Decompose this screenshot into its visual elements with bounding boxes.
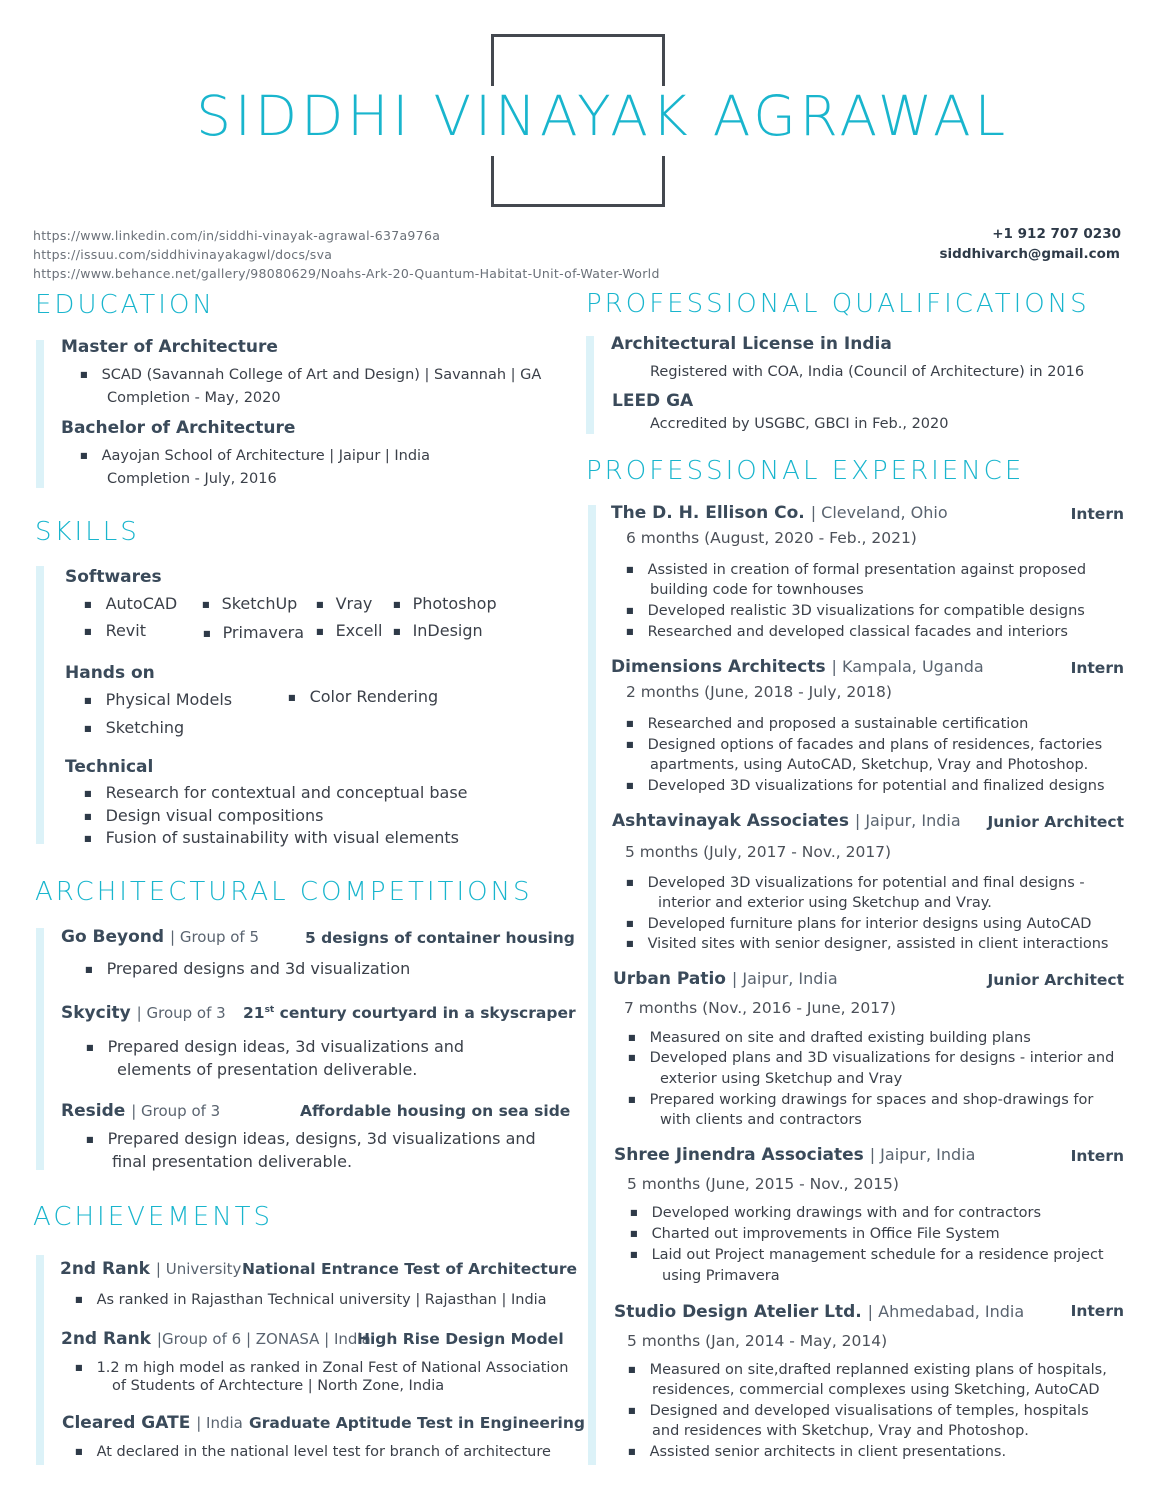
master-degree: Master of Architecture [61, 337, 278, 357]
competition-detail-cont: elements of presentation deliverable. [117, 1060, 418, 1079]
job-role: Intern [1070, 1147, 1124, 1165]
job-role: Intern [1070, 505, 1124, 523]
master-school: ■ SCAD (Savannah College of Art and Design) | Savannah | GA [80, 367, 541, 383]
achievement-event: High Rise Design Model [357, 1330, 564, 1348]
skill-vray: ■ Vray [316, 594, 372, 613]
license-detail: Registered with COA, India (Council of Architecture) in 2016 [650, 364, 1085, 380]
job-company: Shree Jinendra Associates | Jaipur, India [614, 1145, 976, 1165]
achievement-detail: ■ 1.2 m high model as ranked in Zonal Fest of National Association [75, 1360, 569, 1376]
skill-autocad: ■ AutoCAD [84, 594, 177, 613]
skills-heading: SKILLS [35, 517, 140, 547]
skills-bar [36, 566, 44, 844]
job-role: Intern [1070, 1302, 1124, 1320]
job-bullet: ■ Measured on site and drafted existing building plans [628, 1030, 1031, 1046]
job-company: Studio Design Atelier Ltd. | Ahmedabad, India [614, 1302, 1025, 1322]
job-bullet-cont: interior and exterior using Sketchup and Vray. [658, 895, 992, 911]
competition-name: Go Beyond | Group of 5 [61, 927, 260, 947]
technical-label: Technical [65, 757, 154, 777]
license-title: Architectural License in India [611, 334, 892, 354]
achievement-rank: 2nd Rank | University [60, 1259, 242, 1279]
skill-primavera: ■ Primavera [203, 623, 304, 642]
job-bullet-cont: using Primavera [662, 1268, 780, 1284]
bachelor-completion: Completion - July, 2016 [107, 471, 277, 487]
qualifications-bar [586, 336, 594, 434]
achievement-detail: ■ At declared in the national level test for branch of architecture [75, 1444, 551, 1460]
job-duration: 7 months (Nov., 2016 - June, 2017) [624, 999, 896, 1017]
competition-topic: Affordable housing on sea side [300, 1102, 571, 1120]
technical-item-2: ■ Design visual compositions [84, 806, 324, 825]
job-bullet: ■ Researched and proposed a sustainable certification [626, 716, 1028, 732]
technical-item-1: ■ Research for contextual and conceptual base [84, 783, 468, 802]
job-duration: 5 months (July, 2017 - Nov., 2017) [625, 843, 892, 861]
job-bullet-cont: apartments, using AutoCAD, Sketchup, Vray and Photoshop. [650, 757, 1089, 773]
skill-excell: ■ Excell [316, 621, 382, 640]
job-bullet: ■ Developed working drawings with and for contractors [630, 1205, 1041, 1221]
job-role: Junior Architect [987, 813, 1124, 831]
job-duration: 5 months (Jan, 2014 - May, 2014) [627, 1332, 888, 1350]
competition-detail: ■ Prepared design ideas, designs, 3d visualizations and [86, 1129, 536, 1148]
competition-name: Skycity | Group of 3 [61, 1003, 226, 1023]
skill-sketchup: ■ SketchUp [202, 594, 297, 613]
job-bullet-cont: building code for townhouses [650, 582, 864, 598]
hands-on-label: Hands on [65, 663, 155, 683]
job-duration: 6 months (August, 2020 - Feb., 2021) [626, 529, 917, 547]
job-bullet: ■ Assisted in creation of formal presentation against proposed [626, 562, 1086, 578]
bachelor-school: ■ Aayojan School of Architecture | Jaipur | India [80, 448, 430, 464]
skill-color-rendering: ■ Color Rendering [288, 687, 438, 706]
master-completion: Completion - May, 2020 [107, 390, 281, 406]
job-bullet-cont: with clients and contractors [660, 1112, 862, 1128]
job-bullet-cont: and residences with Sketchup, Vray and Photoshop. [652, 1423, 1029, 1439]
achievement-rank: 2nd Rank |Group of 6 | ZONASA | India [61, 1329, 371, 1349]
email-address[interactable]: siddhivarch@gmail.com [939, 246, 1120, 262]
job-bullet: ■ Assisted senior architects in client presentations. [628, 1444, 1006, 1460]
issuu-link[interactable]: https://issuu.com/siddhivinayakagwl/docs/sva [33, 247, 333, 262]
competition-topic: 21st century courtyard in a skyscraper [243, 1004, 576, 1022]
skill-physical-models: ■ Physical Models [84, 690, 232, 709]
job-company: The D. H. Ellison Co. | Cleveland, Ohio [611, 503, 948, 523]
job-bullet: ■ Developed furniture plans for interior designs using AutoCAD [626, 916, 1091, 932]
job-bullet: ■ Charted out improvements in Office File System [630, 1226, 1000, 1242]
achievement-event: Graduate Aptitude Test in Engineering [249, 1414, 585, 1432]
job-bullet: ■ Developed 3D visualizations for potential and final designs - [626, 875, 1085, 891]
job-role: Intern [1070, 659, 1124, 677]
behance-link[interactable]: https://www.behance.net/gallery/98080629/Noahs-Ark-20-Quantum-Habitat-Unit-of-Water-World [33, 266, 660, 281]
linkedin-link[interactable]: https://www.linkedin.com/in/siddhi-vinayak-agrawal-637a976a [33, 228, 441, 243]
experience-heading: PROFESSIONAL EXPERIENCE [586, 456, 1025, 486]
qualifications-heading: PROFESSIONAL QUALIFICATIONS [586, 289, 1090, 319]
job-bullet-cont: residences, commercial complexes using Sketching, AutoCAD [652, 1382, 1100, 1398]
achievements-heading: ACHIEVEMENTS [33, 1202, 274, 1232]
competitions-bar [36, 928, 44, 1170]
job-bullet: ■ Measured on site,drafted replanned existing plans of hospitals, [628, 1362, 1107, 1378]
job-bullet: ■ Visited sites with senior designer, assisted in client interactions [626, 936, 1109, 952]
achievements-bar [36, 1255, 44, 1465]
candidate-name: SIDDHI VINAYAK AGRAWAL [196, 84, 1009, 148]
competition-detail: ■ Prepared designs and 3d visualization [85, 959, 410, 978]
skill-sketching: ■ Sketching [84, 718, 184, 737]
leed-detail: Accredited by USGBC, GBCI in Feb., 2020 [650, 416, 949, 432]
skill-photoshop: ■ Photoshop [393, 594, 497, 613]
job-bullet: ■ Laid out Project management schedule for a residence project [630, 1247, 1104, 1263]
job-bullet: ■ Designed and developed visualisations of temples, hospitals [628, 1403, 1089, 1419]
leed-title: LEED GA [612, 391, 694, 411]
education-heading: EDUCATION [35, 290, 215, 320]
job-bullet: ■ Developed realistic 3D visualizations for compatible designs [626, 603, 1085, 619]
job-bullet: ■ Developed 3D visualizations for potential and finalized designs [626, 778, 1105, 794]
softwares-label: Softwares [65, 567, 162, 587]
competition-detail: ■ Prepared design ideas, 3d visualizations and [86, 1037, 464, 1056]
job-bullet: ■ Researched and developed classical facades and interiors [626, 624, 1068, 640]
job-company: Dimensions Architects | Kampala, Uganda [611, 657, 984, 677]
achievement-detail-cont: of Students of Archtecture | North Zone, India [112, 1378, 445, 1394]
job-role: Junior Architect [987, 971, 1124, 989]
job-company: Urban Patio | Jaipur, India [613, 969, 838, 989]
competition-topic: 5 designs of container housing [305, 929, 575, 947]
achievement-detail: ■ As ranked in Rajasthan Technical university | Rajasthan | India [75, 1292, 547, 1308]
phone-number: +1 912 707 0230 [992, 226, 1121, 242]
skill-indesign: ■ InDesign [393, 621, 483, 640]
achievement-rank: Cleared GATE | India [62, 1413, 243, 1433]
skill-revit: ■ Revit [84, 621, 146, 640]
job-duration: 5 months (June, 2015 - Nov., 2015) [627, 1175, 899, 1193]
experience-bar [588, 505, 596, 1465]
competition-detail-cont: final presentation deliverable. [112, 1152, 353, 1171]
bachelor-degree: Bachelor of Architecture [61, 418, 296, 438]
job-duration: 2 months (June, 2018 - July, 2018) [626, 683, 892, 701]
job-bullet: ■ Designed options of facades and plans of residences, factories [626, 737, 1102, 753]
job-bullet: ■ Prepared working drawings for spaces and shop-drawings for [628, 1092, 1093, 1108]
job-bullet-cont: exterior using Sketchup and Vray [660, 1071, 903, 1087]
competitions-heading: ARCHITECTURAL COMPETITIONS [35, 877, 533, 907]
job-bullet: ■ Developed plans and 3D visualizations for designs - interior and [628, 1050, 1114, 1066]
job-company: Ashtavinayak Associates | Jaipur, India [612, 811, 961, 831]
education-bar [36, 340, 44, 488]
achievement-event: National Entrance Test of Architecture [242, 1260, 578, 1278]
competition-name: Reside | Group of 3 [61, 1101, 221, 1121]
technical-item-3: ■ Fusion of sustainability with visual elements [84, 828, 459, 847]
